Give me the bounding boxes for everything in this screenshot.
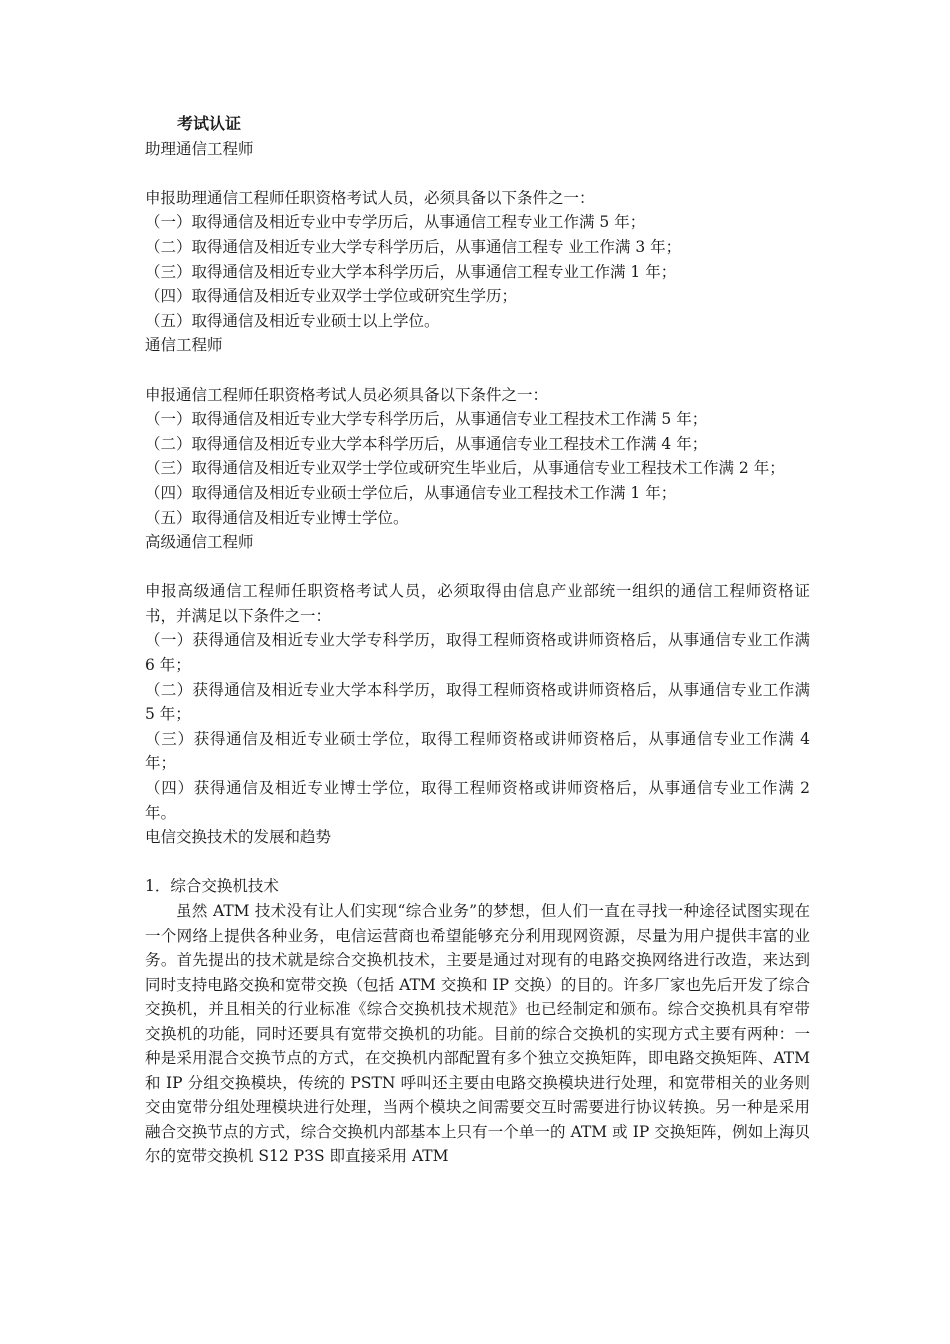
spacer xyxy=(145,555,810,580)
spacer xyxy=(145,850,810,875)
condition-item: （一）获得通信及相近专业大学专科学历，取得工程师资格或讲师资格后，从事通信专业工作满 6 年； xyxy=(145,631,810,675)
condition-item: （三）取得通信及相近专业大学本科学历后，从事通信工程专业工作满 1 年； xyxy=(145,262,677,281)
condition-item: （四）获得通信及相近专业博士学位，取得工程师资格或讲师资格后，从事通信专业工作满 2 年。 xyxy=(145,779,810,822)
condition-item: （一）取得通信及相近专业中专学历后，从事通信工程专业工作满 5 年； xyxy=(145,213,646,232)
condition-item: （三）取得通信及相近专业双学士学位或研究生毕业后，从事通信专业工程技术工作满 2 年； xyxy=(145,459,785,478)
condition-item: （五）取得通信及相近专业硕士以上学位。 xyxy=(145,311,440,330)
section-heading: 助理通信工程师 xyxy=(145,139,254,158)
section-heading: 电信交换技术的发展和趋势 xyxy=(145,828,332,847)
body-paragraph: 虽然 ATM 技术没有让人们实现“综合业务”的梦想，但人们一直在寻找一种途径试图实现在一个网络上提供各种业务，电信运营商也希望能够充分利用现网资源，尽量为用户提供丰富的业务。首先提出的技术就是综合交换机技术，主要是通过对现有的电路交换网络进行改造，来达到同时支持电路交换和宽带交换（包括 ATM 交换和 IP 交换）的目的。许多厂家也先后开发了综合交换机，并且相关的行业标准《综合交换机技术规范》也已经制定和颁布。综合交换机具有窄带交换机的功能，同时还要具有宽带交换机的功能。目前的综合交换机的实现方式主要有两种：一种是采用混合交换节点的方式，在交换机内部配置有多个独立交换矩阵，即电路交换矩阵、ATM 和 IP 分组交换模块，传统的 PSTN 呼叫还主要由电路交换模块进行处理，和宽带相关的业务则交由宽带分组处理模块进行处理，当两个模块之间需要交互时需要进行协议转换。另一种是采用融合交换节点的方式，综合交换机内部基本上只有一个单一的 ATM 或 IP 交换矩阵，例如上海贝尔的宽带交换机 S12 P3S 即直接采用 ATM xyxy=(145,902,810,1165)
spacer xyxy=(145,358,810,383)
section-heading: 高级通信工程师 xyxy=(145,533,254,552)
condition-item: （三）获得通信及相近专业硕士学位，取得工程师资格或讲师资格后，从事通信专业工作满 4 年； xyxy=(145,729,810,773)
section-intro: 申报通信工程师任职资格考试人员必须具备以下条件之一： xyxy=(145,385,549,404)
spacer xyxy=(145,161,810,186)
section-heading: 通信工程师 xyxy=(145,336,223,355)
condition-item: （二）取得通信及相近专业大学本科学历后，从事通信专业工程技术工作满 4 年； xyxy=(145,434,708,453)
document-page xyxy=(145,112,810,1169)
section-intro: 申报助理通信工程师任职资格考试人员，必须具备以下条件之一： xyxy=(145,188,595,207)
condition-item: （二）取得通信及相近专业大学专科学历后，从事通信工程专 业工作满 3 年； xyxy=(145,237,682,256)
condition-item: （一）取得通信及相近专业大学专科学历后，从事通信专业工程技术工作满 5 年； xyxy=(145,410,708,429)
condition-item: （四）取得通信及相近专业双学士学位或研究生学历； xyxy=(145,287,518,306)
document-title: 考试认证 xyxy=(177,114,242,133)
subsection-heading: 1．综合交换机技术 xyxy=(145,877,279,896)
condition-item: （五）取得通信及相近专业博士学位。 xyxy=(145,508,409,527)
section-intro: 申报高级通信工程师任职资格考试人员，必须取得由信息产业部统一组织的通信工程师资格证书，并满足以下条件之一： xyxy=(145,582,810,625)
condition-item: （四）取得通信及相近专业硕士学位后，从事通信专业工程技术工作满 1 年； xyxy=(145,483,677,502)
condition-item: （二）获得通信及相近专业大学本科学历，取得工程师资格或讲师资格后，从事通信专业工作满 5 年； xyxy=(145,680,810,724)
